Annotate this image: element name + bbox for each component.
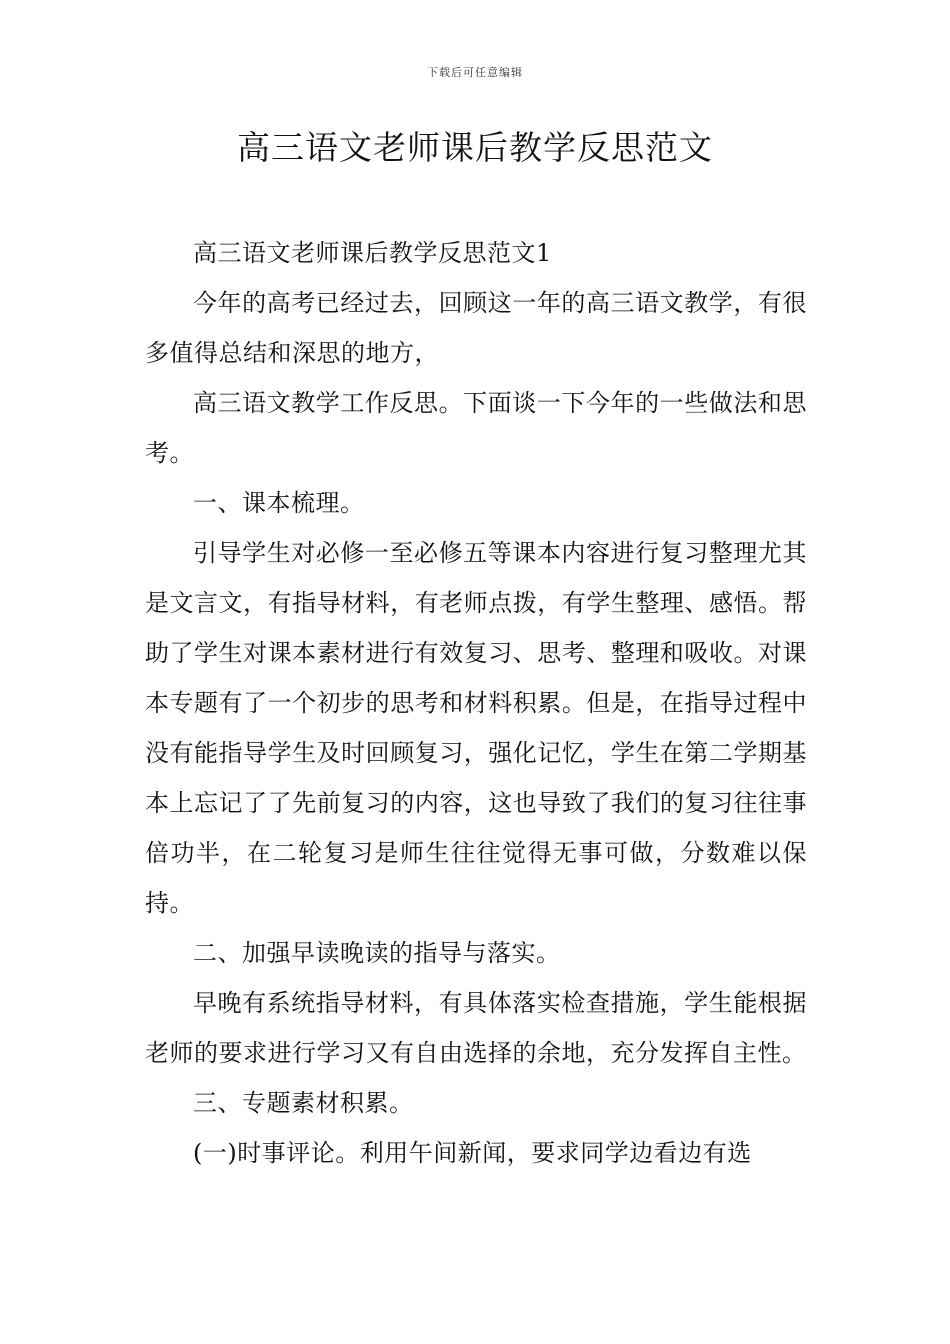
page-header-note: 下载后可任意编辑 [427,66,523,79]
document-body [145,228,807,1178]
paragraph: 早晚有系统指导材料，有具体落实检查措施，学生能根据老师的要求进行学习又有自由选择的余地，充分发挥自主性。 [145,989,807,1067]
section-heading: 二、加强早读晚读的指导与落实。 [193,939,561,967]
paragraph: 引导学生对必修一至必修五等课本内容进行复习整理尤其是文言文，有指导材料，有老师点拨，有学生整理、感悟。帮助了学生对课本素材进行有效复习、思考、整理和吸收。对课本专题有了一个初步的思考和材料积累。但是，在指导过程中没有能指导学生及时回顾复习，强化记忆，学生在第二学期基本上忘记了了先前复习的内容，这也导致了我们的复习往往事倍功半，在二轮复习是师生往往觉得无事可做，分数难以保持。 [145,539,807,917]
paragraph: (一)时事评论。利用午间新闻，要求同学边看边有选 [193,1139,752,1167]
section-heading: 一、课本梳理。 [193,489,365,517]
paragraph: 今年的高考已经过去，回顾这一年的高三语文教学，有很多值得总结和深思的地方， [145,289,807,367]
section-heading: 三、专题素材积累。 [193,1089,414,1117]
paragraph: 高三语文教学工作反思。下面谈一下今年的一些做法和思考。 [145,389,807,467]
paragraph-subtitle: 高三语文老师课后教学反思范文1 [193,239,552,267]
document-title: 高三语文老师课后教学反思范文 [237,128,713,167]
